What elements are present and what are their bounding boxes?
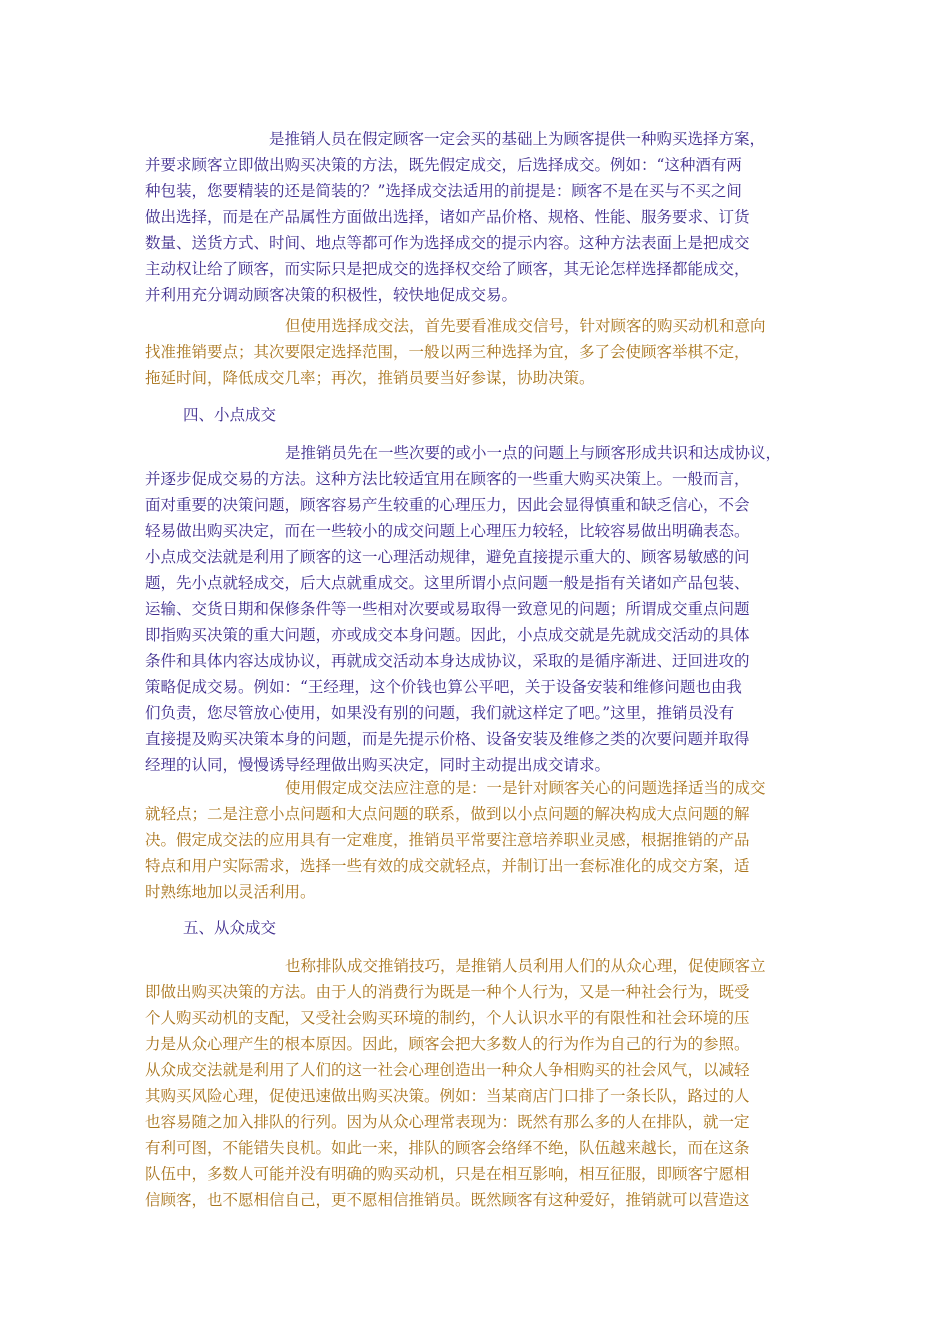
text-line: 找准推销要点；其次要限定选择范围，一般以两三种选择为宜，多了会使顾客举棋不定， — [145, 343, 750, 361]
text-line: 力是从众心理产生的根本原因。因此，顾客会把大多数人的行为作为自己的行为的参照。 — [145, 1035, 750, 1053]
text-line: 从众成交法就是利用了人们的这一社会心理创造出一种众人争相购买的社会风气，以减轻 — [145, 1061, 750, 1079]
text-line: 做出选择，而是在产品属性方面做出选择，诸如产品价格、规格、性能、服务要求、订货 — [145, 208, 750, 226]
text-line: 直接提及购买决策本身的问题，而是先提示价格、设备安装及维修之类的次要问题并取得 — [145, 730, 750, 748]
text-line: 拖延时间，降低成交几率；再次，推销员要当好参谋，协助决策。 — [145, 369, 595, 387]
text-line: 决。假定成交法的应用具有一定难度，推销员平常要注意培养职业灵感，根据推销的产品 — [145, 831, 750, 849]
text-line: 个人购买动机的支配，又受社会购买环境的制约，个人认识水平的有限性和社会环境的压 — [145, 1009, 750, 1027]
text-line: 面对重要的决策问题，顾客容易产生较重的心理压力，因此会显得慎重和缺乏信心，不会 — [145, 496, 750, 514]
text-line: 们负责，您尽管放心使用，如果没有别的问题，我们就这样定了吧。”这里，推销员没有 — [145, 704, 735, 722]
text-line: 队伍中，多数人可能并没有明确的购买动机，只是在相互影响，相互征服，即顾客宁愿相 — [145, 1165, 750, 1183]
section-heading-herd-close: 五、从众成交 — [183, 919, 277, 937]
text-line: 其购买风险心理，促使迅速做出购买决策。例如：当某商店门口排了一条长队，路过的人 — [145, 1087, 750, 1105]
text-line: 信顾客，也不愿相信自己，更不愿相信推销员。既然顾客有这种爱好，推销就可以营造这 — [145, 1191, 750, 1209]
text-line: 是推销人员在假定顾客一定会买的基础上为顾客提供一种购买选择方案， — [269, 130, 766, 148]
text-line: 主动权让给了顾客，而实际只是把成交的选择权交给了顾客，其无论怎样选择都能成交， — [145, 260, 750, 278]
text-line: 即指购买决策的重大问题，亦或成交本身问题。因此，小点成交就是先就成交活动的具体 — [145, 626, 750, 644]
text-line: 就轻点；二是注意小点问题和大点问题的联系，做到以小点问题的解决构成大点问题的解 — [145, 805, 750, 823]
text-line: 有利可图，不能错失良机。如此一来，排队的顾客会络绎不绝，队伍越来越长，而在这条 — [145, 1139, 750, 1157]
text-line: 是推销员先在一些次要的或小一点的问题上与顾客形成共识和达成协议， — [285, 444, 782, 462]
text-line: 种包装，您要精装的还是简装的？”选择成交法适用的前提是：顾客不是在买与不买之间 — [145, 182, 742, 200]
text-line: 小点成交法就是利用了顾客的这一心理活动规律，避免直接提示重大的、顾客易敏感的问 — [145, 548, 750, 566]
section-heading-small-point-close: 四、小点成交 — [183, 406, 277, 424]
text-line: 但使用选择成交法，首先要看准成交信号，针对顾客的购买动机和意向 — [285, 317, 766, 335]
text-line: 并利用充分调动顾客决策的积极性，较快地促成交易。 — [145, 286, 518, 304]
text-line: 也称排队成交推销技巧，是推销人员利用人们的从众心理，促使顾客立 — [285, 957, 766, 975]
text-line: 条件和具体内容达成协议，再就成交活动本身达成协议，采取的是循序渐进、迂回进攻的 — [145, 652, 750, 670]
text-line: 即做出购买决策的方法。由于人的消费行为既是一种个人行为，又是一种社会行为，既受 — [145, 983, 750, 1001]
text-line: 并逐步促成交易的方法。这种方法比较适宜用在顾客的一些重大购买决策上。一般而言， — [145, 470, 750, 488]
text-line: 经理的认同，慢慢诱导经理做出购买决定，同时主动提出成交请求。 — [145, 756, 611, 774]
text-line: 特点和用户实际需求，选择一些有效的成交就轻点，并制订出一套标准化的成交方案，适 — [145, 857, 750, 875]
text-line: 数量、送货方式、时间、地点等都可作为选择成交的提示内容。这种方法表面上是把成交 — [145, 234, 750, 252]
text-line: 使用假定成交法应注意的是：一是针对顾客关心的问题选择适当的成交 — [285, 779, 766, 797]
text-line: 时熟练地加以灵活利用。 — [145, 883, 316, 901]
text-line: 题，先小点就轻成交，后大点就重成交。这里所谓小点问题一般是指有关诸如产品包装、 — [145, 574, 750, 592]
text-line: 也容易随之加入排队的行列。因为从众心理常表现为：既然有那么多的人在排队，就一定 — [145, 1113, 750, 1131]
text-line: 轻易做出购买决定，而在一些较小的成交问题上心理压力较轻，比较容易做出明确表态。 — [145, 522, 750, 540]
text-line: 策略促成交易。例如：“王经理，这个价钱也算公平吧，关于设备安装和维修问题也由我 — [145, 678, 742, 696]
text-line: 运输、交货日期和保修条件等一些相对次要或易取得一致意见的问题；所谓成交重点问题 — [145, 600, 750, 618]
text-line: 并要求顾客立即做出购买决策的方法，既先假定成交，后选择成交。例如：“这种酒有两 — [145, 156, 742, 174]
